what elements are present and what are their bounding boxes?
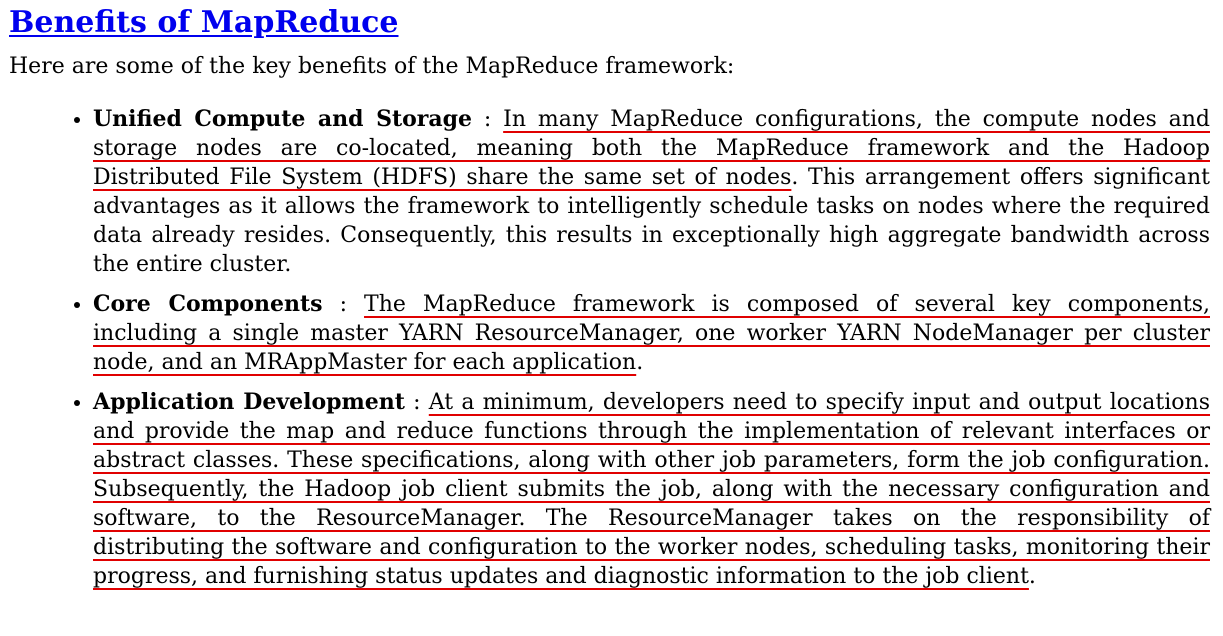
underlined-text: At a minimum, developers need to specify input and output locations and provide the map and reduce functions through the implementation of relevant interfaces or abstract classes. These specifications, along with other job parameters, form the job configuration. Subsequently, the Hadoop job client submits the job, along with the necessary configuration and software, to the ResourceManager. The ResourceManager takes on the responsibility of distributing the software and configuration to the worker nodes, scheduling tasks, monitoring their progress, and furnishing status updates and diagnostic information to the job client (93, 390, 1211, 589)
term-separator: : (404, 390, 429, 415)
term-separator: : (472, 107, 504, 132)
benefit-text: . (1028, 564, 1036, 589)
benefit-item-core-components (93, 290, 1210, 377)
term-separator: : (322, 292, 365, 317)
benefits-list (9, 105, 1210, 591)
intro-paragraph: Here are some of the key benefits of the MapReduce framework: (9, 54, 735, 79)
page-title (9, 0, 1210, 42)
benefit-item-unified-compute-storage (93, 105, 1210, 279)
benefit-term: Unified Compute and Storage (93, 106, 473, 132)
underlined-text: The MapReduce framework is composed of several key components, including a single master YARN ResourceManager, one worker YARN NodeManager per cluster node, and an MRAppMaster for each application (93, 292, 1210, 375)
benefit-text: . This arrangement offers significant advantages as it allows the framework to intelligently schedule tasks on nodes where the required data already resides. Consequently, this results in exceptionally high aggregate bandwidth across the entire cluster. (93, 165, 1210, 277)
benefit-term: Core Components (93, 291, 323, 317)
underlined-text: In many MapReduce configurations, the compute nodes and storage nodes are co-located, meaning both the MapReduce framework and the Hadoop Distributed File System (HDFS) share the same set of nodes (93, 107, 1210, 190)
title-link[interactable]: Benefits of MapReduce (9, 5, 399, 40)
benefit-text: . (636, 350, 644, 375)
benefit-term: Application Development (93, 389, 405, 415)
benefit-item-application-development (93, 388, 1210, 591)
